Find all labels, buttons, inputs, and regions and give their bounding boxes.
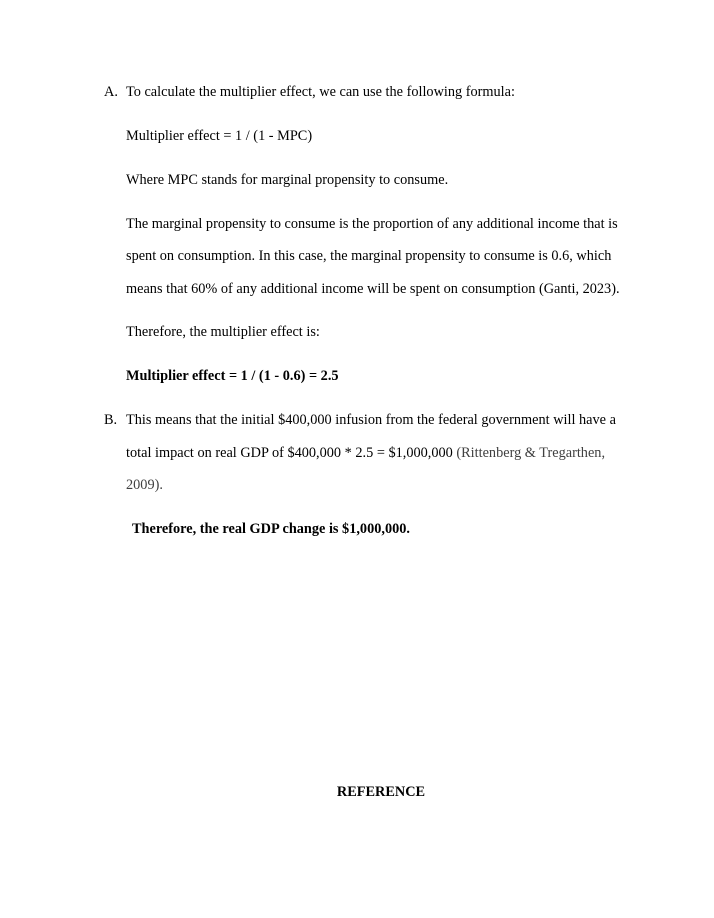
formula-line: Multiplier effect = 1 / (1 - MPC) [126, 128, 313, 144]
gdp-conclusion: Therefore, the real GDP change is $1,000,000. [132, 521, 410, 537]
list-marker-b: B. [104, 412, 118, 428]
item-a-intro: To calculate the multiplier effect, we can use the following formula: [126, 84, 515, 100]
list-marker-a: A. [104, 84, 118, 100]
citation-rittenberg: (Rittenberg & Tregarthen, [456, 445, 606, 461]
paragraph-line-3: means that 60% of any additional income will be spent on consumption (Ganti, 2023). [126, 281, 620, 297]
item-b-line-1: This means that the initial $400,000 infusion from the federal government will have a [126, 412, 616, 428]
item-b-line-2 [126, 444, 605, 462]
mpc-definition: Where MPC stands for marginal propensity to consume. [126, 172, 449, 188]
reference-heading: REFERENCE [336, 784, 426, 800]
citation-year: 2009). [126, 477, 163, 493]
item-b-line-2-text: total impact on real GDP of $400,000 * 2.5 = $1,000,000 [126, 445, 457, 461]
paragraph-line-2: spent on consumption. In this case, the marginal propensity to consume is 0.6, which [126, 248, 612, 264]
multiplier-result: Multiplier effect = 1 / (1 - 0.6) = 2.5 [126, 368, 339, 384]
paragraph-line-1: The marginal propensity to consume is the proportion of any additional income that is [126, 216, 618, 232]
therefore-line: Therefore, the multiplier effect is: [126, 324, 320, 340]
